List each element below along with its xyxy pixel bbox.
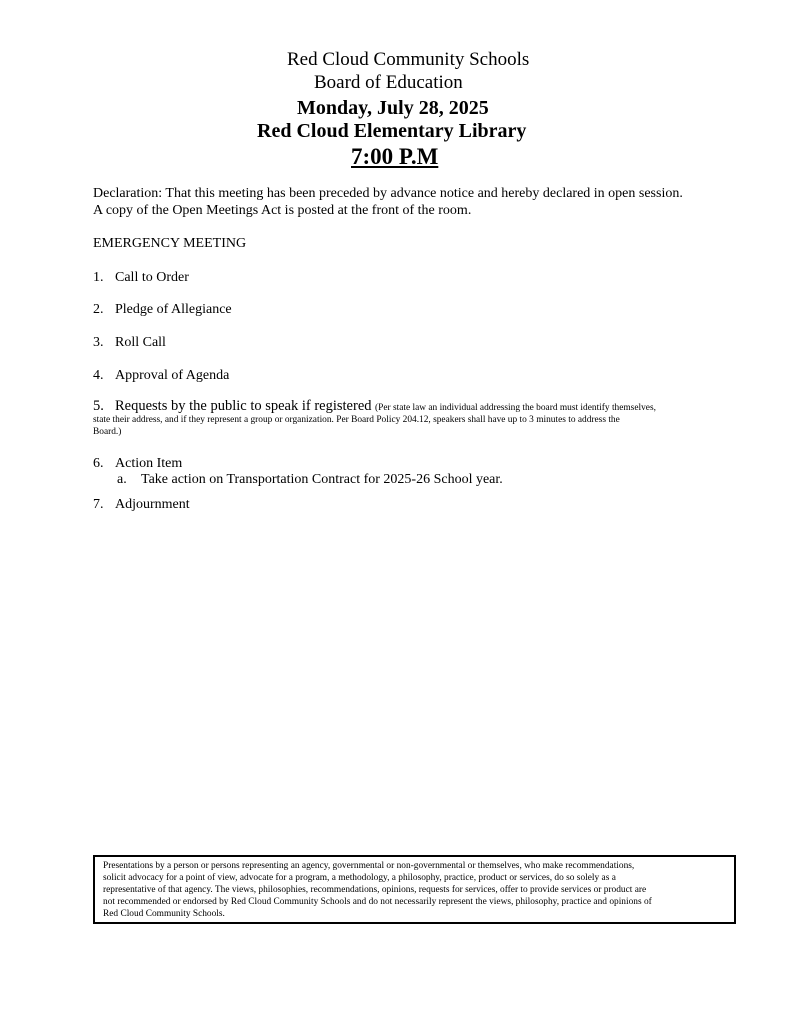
board-name: Board of Education <box>314 72 463 93</box>
notice-line: not recommended or endorsed by Red Cloud Community Schools and do not necessarily represent the views, philosophy, practice and opinions of <box>103 897 652 907</box>
agenda-item-number: 5. <box>93 398 104 414</box>
agenda-item <box>93 455 182 472</box>
agenda-item-note-line-2: state their address, and if they represent a group or organization. Per Board Policy 204.12, speakers shall have up to 3 minutes to address the <box>93 415 620 425</box>
declaration-line-2: A copy of the Open Meetings Act is posted at the front of the room. <box>93 203 472 218</box>
meeting-location: Red Cloud Elementary Library <box>257 120 527 142</box>
district-name: Red Cloud Community Schools <box>287 49 530 70</box>
agenda-item-label: Action Item <box>115 456 183 471</box>
notice-line: Red Cloud Community Schools. <box>103 909 225 919</box>
disclaimer-notice <box>93 855 736 924</box>
agenda-item-note-line-3: Board.) <box>93 427 122 437</box>
meeting-type: EMERGENCY MEETING <box>93 236 247 251</box>
agenda-item-label: Approval of Agenda <box>115 368 230 383</box>
agenda-item-number: 1. <box>93 270 104 285</box>
agenda-sub-item <box>117 471 503 488</box>
agenda-item-note: (Per state law an individual addressing the board must identify themselves, <box>375 403 656 413</box>
agenda-item-label: Adjournment <box>115 497 190 512</box>
agenda-item <box>93 496 190 513</box>
meeting-time: 7:00 P.M <box>351 144 439 169</box>
declaration-line-1: Declaration: That this meeting has been preceded by advance notice and hereby declared in open session. <box>93 186 683 201</box>
agenda-item-number: 6. <box>93 456 104 471</box>
notice-line: Presentations by a person or persons representing an agency, governmental or non-governmental or themselves, who make recommendations, <box>103 861 635 871</box>
notice-line: representative of that agency. The views, philosophies, recommendations, opinions, requests for services, offer to provide services or product are <box>103 885 647 895</box>
agenda-item-label: Requests by the public to speak if registered <box>115 398 372 414</box>
agenda-item-label: Call to Order <box>115 270 189 285</box>
meeting-date: Monday, July 28, 2025 <box>297 97 489 119</box>
agenda-sub-item-label: Take action on Transportation Contract for 2025-26 School year. <box>141 472 503 487</box>
agenda-sub-item-number: a. <box>117 472 127 487</box>
agenda-item <box>93 367 229 384</box>
agenda-item <box>93 334 166 351</box>
agenda-item <box>93 269 189 286</box>
agenda-item-label: Roll Call <box>115 335 166 350</box>
agenda-item <box>93 301 232 318</box>
agenda-item-number: 2. <box>93 302 104 317</box>
agenda-item-number: 7. <box>93 497 104 512</box>
agenda-item-number: 4. <box>93 368 104 383</box>
agenda-item-label: Pledge of Allegiance <box>115 302 232 317</box>
agenda-item-number: 3. <box>93 335 104 350</box>
agenda-item <box>93 398 656 415</box>
notice-line: solicit advocacy for a point of view, advocate for a program, a methodology, a philosophy, practice, product or services, do so solely as a <box>103 873 616 883</box>
